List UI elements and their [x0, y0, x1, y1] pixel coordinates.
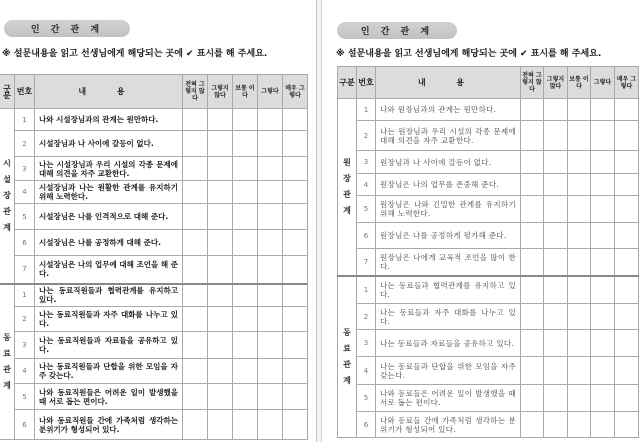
answer-cell-strongly-agree[interactable] — [283, 307, 308, 332]
table-row — [338, 196, 639, 223]
item-text: 나는 동료직원들과 자료들을 공유하고 있다. — [35, 332, 183, 359]
item-number: 2 — [357, 121, 376, 151]
answer-cell-strongly-agree[interactable] — [615, 223, 639, 249]
table-row — [338, 174, 639, 196]
answer-cell-agree[interactable] — [591, 249, 615, 276]
item-text: 나는 동료들과 단합을 위한 모임을 자주 갖는다. — [376, 357, 521, 385]
answer-cell-disagree[interactable] — [544, 385, 568, 412]
answer-cell-disagree[interactable] — [544, 330, 568, 357]
answer-cell-strongly-agree[interactable] — [283, 109, 308, 131]
answer-cell-strongly-disagree[interactable] — [521, 223, 544, 249]
answer-cell-agree[interactable] — [258, 204, 283, 230]
item-text: 나와 동료들 간에 가족처럼 생각하는 분위기가 형성되어 있다. — [376, 412, 521, 438]
table-row — [338, 276, 639, 304]
table-row — [338, 223, 639, 249]
instruction-text: ※ 설문내용을 읽고 선생님에게 해당되는 곳에 ✔ 표시를 해 주세요. — [336, 49, 602, 59]
answer-cell-strongly-disagree[interactable] — [521, 249, 544, 276]
answer-cell-strongly-disagree[interactable] — [183, 256, 208, 284]
group-label: 시 설 장 관 계 — [0, 109, 15, 284]
item-text: 시설장님과 나는 원활한 관계를 유지하기 위해 노력한다. — [35, 181, 183, 204]
item-number: 3 — [357, 151, 376, 174]
table-row — [0, 230, 308, 256]
item-number: 4 — [357, 357, 376, 385]
table-row — [0, 307, 308, 332]
item-text: 나와 동료들은 어려운 일이 발생했을 때 서로 돕는 편이다. — [376, 385, 521, 412]
item-number: 3 — [357, 330, 376, 357]
item-text: 나는 동료직원들과 협력관계를 유지하고 있다. — [35, 284, 183, 307]
answer-cell-strongly-agree[interactable] — [283, 204, 308, 230]
item-number: 6 — [357, 412, 376, 438]
answer-cell-strongly-agree[interactable] — [615, 304, 639, 330]
answer-cell-disagree[interactable] — [208, 256, 233, 284]
answer-cell-strongly-agree[interactable] — [615, 196, 639, 223]
item-text: 나와 동료직원들은 어려운 일이 발생했을 때 서로 돕는 편이다. — [35, 384, 183, 410]
answer-cell-strongly-disagree[interactable] — [183, 131, 208, 157]
answer-cell-disagree[interactable] — [208, 307, 233, 332]
answer-cell-strongly-disagree[interactable] — [521, 357, 544, 385]
answer-cell-agree[interactable] — [591, 357, 615, 385]
answer-cell-neutral[interactable] — [233, 284, 258, 307]
answer-cell-strongly-disagree[interactable] — [521, 385, 544, 412]
answer-cell-disagree[interactable] — [208, 332, 233, 359]
answer-cell-neutral[interactable] — [233, 109, 258, 131]
answer-cell-disagree[interactable] — [208, 410, 233, 440]
answer-cell-strongly-disagree[interactable] — [521, 330, 544, 357]
item-number: 5 — [15, 384, 35, 410]
answer-cell-neutral[interactable] — [233, 307, 258, 332]
answer-cell-disagree[interactable] — [208, 384, 233, 410]
answer-cell-strongly-disagree[interactable] — [521, 121, 544, 151]
answer-cell-agree[interactable] — [258, 332, 283, 359]
answer-cell-neutral[interactable] — [233, 384, 258, 410]
item-number: 2 — [357, 304, 376, 330]
header-option-strongly-agree: 매우 그렇다 — [283, 75, 308, 109]
answer-cell-disagree[interactable] — [544, 304, 568, 330]
group-label: 원 장 관 계 — [338, 99, 357, 276]
item-number: 1 — [357, 99, 376, 121]
answer-cell-strongly-disagree[interactable] — [183, 410, 208, 440]
answer-cell-neutral[interactable] — [233, 181, 258, 204]
item-number: 2 — [15, 307, 35, 332]
item-text: 나는 동료들과 협력관계를 유지하고 있다. — [376, 276, 521, 304]
answer-cell-strongly-agree[interactable] — [283, 359, 308, 384]
table-row — [338, 412, 639, 438]
table-row — [338, 99, 639, 121]
answer-cell-neutral[interactable] — [233, 256, 258, 284]
item-number: 5 — [357, 196, 376, 223]
answer-cell-strongly-disagree[interactable] — [183, 284, 208, 307]
answer-cell-strongly-agree[interactable] — [283, 157, 308, 181]
answer-cell-agree[interactable] — [591, 151, 615, 174]
header-content: 내 용 — [376, 67, 521, 99]
answer-cell-disagree[interactable] — [544, 223, 568, 249]
answer-cell-strongly-agree[interactable] — [283, 332, 308, 359]
answer-cell-agree[interactable] — [258, 307, 283, 332]
answer-cell-neutral[interactable] — [568, 304, 591, 330]
answer-cell-agree[interactable] — [591, 304, 615, 330]
answer-cell-disagree[interactable] — [544, 151, 568, 174]
answer-cell-agree[interactable] — [258, 131, 283, 157]
answer-cell-disagree[interactable] — [208, 284, 233, 307]
left-survey-page — [0, 0, 316, 442]
answer-cell-agree[interactable] — [591, 412, 615, 438]
item-number: 7 — [357, 249, 376, 276]
answer-cell-strongly-disagree[interactable] — [521, 174, 544, 196]
group-label: 동 료 관 계 — [0, 284, 15, 440]
answer-cell-strongly-disagree[interactable] — [183, 230, 208, 256]
header-option-disagree: 그렇지 않다 — [208, 75, 233, 109]
answer-cell-strongly-disagree[interactable] — [183, 204, 208, 230]
answer-cell-disagree[interactable] — [208, 359, 233, 384]
table-row — [0, 181, 308, 204]
header-category: 구분 — [338, 67, 357, 99]
answer-cell-agree[interactable] — [591, 99, 615, 121]
group-label: 동 료 관 계 — [338, 276, 357, 438]
answer-cell-strongly-disagree[interactable] — [183, 359, 208, 384]
answer-cell-agree[interactable] — [258, 109, 283, 131]
answer-cell-agree[interactable] — [258, 284, 283, 307]
answer-cell-strongly-agree[interactable] — [283, 410, 308, 440]
header-content: 내 용 — [35, 75, 183, 109]
answer-cell-disagree[interactable] — [544, 357, 568, 385]
item-number: 7 — [15, 256, 35, 284]
table-row — [0, 410, 308, 440]
answer-cell-agree[interactable] — [258, 410, 283, 440]
instruction-text: ※ 설문내용을 읽고 선생님에게 해당되는 곳에 ✔ 표시를 해 주세요. — [2, 49, 268, 59]
header-option-neutral: 보통 이다 — [233, 75, 258, 109]
answer-cell-neutral[interactable] — [568, 121, 591, 151]
header-option-agree: 그렇다 — [258, 75, 283, 109]
answer-cell-strongly-agree[interactable] — [283, 384, 308, 410]
answer-cell-neutral[interactable] — [233, 332, 258, 359]
answer-cell-disagree[interactable] — [208, 157, 233, 181]
header-option-neutral: 보통 이다 — [568, 67, 591, 99]
table-row — [0, 384, 308, 410]
answer-cell-neutral[interactable] — [568, 357, 591, 385]
answer-cell-strongly-disagree[interactable] — [521, 196, 544, 223]
table-row — [0, 157, 308, 181]
table-row — [338, 385, 639, 412]
answer-cell-strongly-agree[interactable] — [615, 412, 639, 438]
answer-cell-strongly-agree[interactable] — [283, 181, 308, 204]
item-text: 시설장님과 나 사이에 갈등이 없다. — [35, 131, 183, 157]
answer-cell-agree[interactable] — [591, 121, 615, 151]
answer-cell-strongly-agree[interactable] — [615, 357, 639, 385]
item-text: 나는 동료들과 자주 대화를 나누고 있다. — [376, 304, 521, 330]
item-text: 원장님은 나를 공정하게 평가해 준다. — [376, 223, 521, 249]
table-row — [338, 304, 639, 330]
answer-cell-strongly-agree[interactable] — [283, 230, 308, 256]
section-title-pill — [4, 20, 130, 37]
answer-cell-disagree[interactable] — [544, 412, 568, 438]
survey-table — [0, 74, 308, 440]
table-header-row — [338, 67, 639, 99]
answer-cell-strongly-agree[interactable] — [283, 256, 308, 284]
answer-cell-agree[interactable] — [591, 196, 615, 223]
table-row — [0, 204, 308, 230]
answer-cell-neutral[interactable] — [568, 385, 591, 412]
answer-cell-agree[interactable] — [258, 230, 283, 256]
item-number: 3 — [15, 332, 35, 359]
item-number: 3 — [15, 157, 35, 181]
answer-cell-agree[interactable] — [591, 330, 615, 357]
answer-cell-strongly-disagree[interactable] — [521, 276, 544, 304]
answer-cell-disagree[interactable] — [208, 204, 233, 230]
answer-cell-strongly-disagree[interactable] — [521, 304, 544, 330]
item-text: 원장님은 나에게 교육적 조언을 많이 한다. — [376, 249, 521, 276]
answer-cell-disagree[interactable] — [544, 196, 568, 223]
answer-cell-strongly-disagree[interactable] — [183, 307, 208, 332]
answer-cell-agree[interactable] — [258, 157, 283, 181]
answer-cell-strongly-disagree[interactable] — [183, 332, 208, 359]
item-text: 나는 시설장님과 우리 시설의 각종 문제에 대해 의견을 자주 교환한다. — [35, 157, 183, 181]
answer-cell-strongly-agree[interactable] — [615, 330, 639, 357]
answer-cell-disagree[interactable] — [544, 174, 568, 196]
answer-cell-strongly-disagree[interactable] — [521, 412, 544, 438]
item-number: 1 — [15, 284, 35, 307]
table-row — [338, 121, 639, 151]
answer-cell-strongly-disagree[interactable] — [183, 384, 208, 410]
item-text: 나와 원장님과의 관계는 원만하다. — [376, 99, 521, 121]
item-text: 나와 동료직원들 간에 가족처럼 생각하는 분위기가 형성되어 있다. — [35, 410, 183, 440]
answer-cell-neutral[interactable] — [233, 230, 258, 256]
answer-cell-agree[interactable] — [258, 181, 283, 204]
item-number: 4 — [357, 174, 376, 196]
answer-cell-strongly-agree[interactable] — [615, 151, 639, 174]
header-number: 번호 — [15, 75, 35, 109]
item-number: 6 — [15, 410, 35, 440]
item-number: 1 — [15, 109, 35, 131]
answer-cell-agree[interactable] — [591, 174, 615, 196]
answer-cell-agree[interactable] — [591, 276, 615, 304]
table-row — [338, 357, 639, 385]
answer-cell-neutral[interactable] — [233, 157, 258, 181]
answer-cell-strongly-agree[interactable] — [283, 131, 308, 157]
answer-cell-strongly-agree[interactable] — [283, 284, 308, 307]
item-number: 5 — [357, 385, 376, 412]
item-text: 나는 동료직원들과 자주 대화를 나누고 있다. — [35, 307, 183, 332]
answer-cell-disagree[interactable] — [208, 131, 233, 157]
right-survey-page — [322, 0, 640, 442]
table-header-row — [0, 75, 308, 109]
header-option-agree: 그렇다 — [591, 67, 615, 99]
header-option-strongly-agree: 매우 그렇다 — [615, 67, 639, 99]
answer-cell-strongly-agree[interactable] — [615, 174, 639, 196]
table-row — [0, 109, 308, 131]
answer-cell-strongly-agree[interactable] — [615, 99, 639, 121]
answer-cell-strongly-disagree[interactable] — [183, 157, 208, 181]
item-number: 4 — [15, 181, 35, 204]
answer-cell-neutral[interactable] — [233, 410, 258, 440]
item-text: 나는 동료직원들과 단합을 위한 모임을 자주 갖는다. — [35, 359, 183, 384]
item-number: 2 — [15, 131, 35, 157]
answer-cell-agree[interactable] — [258, 256, 283, 284]
item-text: 시설장님은 나의 업무에 대해 조언을 해 준다. — [35, 256, 183, 284]
item-number: 4 — [15, 359, 35, 384]
item-text: 원장님은 나와 긴밀한 관계를 유지하기 위해 노력한다. — [376, 196, 521, 223]
answer-cell-neutral[interactable] — [568, 330, 591, 357]
table-row — [0, 284, 308, 307]
answer-cell-strongly-disagree[interactable] — [521, 151, 544, 174]
section-title: 인 간 관 계 — [30, 25, 104, 35]
survey-table — [337, 66, 639, 438]
item-text: 나는 동료들과 자료들을 공유하고 있다. — [376, 330, 521, 357]
table-row — [0, 359, 308, 384]
answer-cell-disagree[interactable] — [208, 181, 233, 204]
answer-cell-strongly-agree[interactable] — [615, 276, 639, 304]
table-row — [338, 249, 639, 276]
header-option-disagree: 그렇지 않다 — [544, 67, 568, 99]
answer-cell-neutral[interactable] — [233, 359, 258, 384]
answer-cell-neutral[interactable] — [233, 204, 258, 230]
answer-cell-agree[interactable] — [591, 223, 615, 249]
answer-cell-strongly-disagree[interactable] — [183, 109, 208, 131]
answer-cell-neutral[interactable] — [568, 99, 591, 121]
item-text: 원장님과 나 사이에 갈등이 없다. — [376, 151, 521, 174]
answer-cell-agree[interactable] — [258, 384, 283, 410]
section-title: 인 간 관 계 — [360, 27, 434, 37]
answer-cell-disagree[interactable] — [208, 230, 233, 256]
answer-cell-strongly-agree[interactable] — [615, 121, 639, 151]
item-text: 나와 시설장님과의 관계는 원만하다. — [35, 109, 183, 131]
answer-cell-disagree[interactable] — [208, 109, 233, 131]
answer-cell-neutral[interactable] — [568, 174, 591, 196]
item-number: 6 — [15, 230, 35, 256]
item-number: 1 — [357, 276, 376, 304]
answer-cell-agree[interactable] — [591, 385, 615, 412]
answer-cell-neutral[interactable] — [568, 223, 591, 249]
header-option-strongly-disagree: 전혀 그렇지 않다 — [183, 75, 208, 109]
answer-cell-disagree[interactable] — [544, 99, 568, 121]
answer-cell-neutral[interactable] — [568, 151, 591, 174]
item-text: 시설장님은 나를 공정하게 대해 준다. — [35, 230, 183, 256]
answer-cell-neutral[interactable] — [568, 249, 591, 276]
table-row — [0, 256, 308, 284]
answer-cell-disagree[interactable] — [544, 276, 568, 304]
answer-cell-strongly-agree[interactable] — [615, 249, 639, 276]
header-number: 번호 — [357, 67, 376, 99]
table-row — [338, 330, 639, 357]
answer-cell-disagree[interactable] — [544, 249, 568, 276]
table-row — [0, 131, 308, 157]
section-title-pill — [337, 22, 457, 39]
answer-cell-neutral[interactable] — [568, 412, 591, 438]
item-text: 시설장님은 나를 인격적으로 대해 준다. — [35, 204, 183, 230]
answer-cell-disagree[interactable] — [544, 121, 568, 151]
item-text: 나는 원장님과 우리 시설의 각종 문제에 대해 의견을 자주 교환한다. — [376, 121, 521, 151]
answer-cell-strongly-disagree[interactable] — [183, 181, 208, 204]
table-row — [338, 151, 639, 174]
table-row — [0, 332, 308, 359]
answer-cell-agree[interactable] — [258, 359, 283, 384]
answer-cell-neutral[interactable] — [568, 276, 591, 304]
header-option-strongly-disagree: 전혀 그렇지 않다 — [521, 67, 544, 99]
answer-cell-strongly-agree[interactable] — [615, 385, 639, 412]
header-category: 구분 — [0, 75, 15, 109]
item-number: 5 — [15, 204, 35, 230]
answer-cell-neutral[interactable] — [233, 131, 258, 157]
answer-cell-neutral[interactable] — [568, 196, 591, 223]
item-text: 원장님은 나의 업무를 존중해 준다. — [376, 174, 521, 196]
item-number: 6 — [357, 223, 376, 249]
answer-cell-strongly-disagree[interactable] — [521, 99, 544, 121]
